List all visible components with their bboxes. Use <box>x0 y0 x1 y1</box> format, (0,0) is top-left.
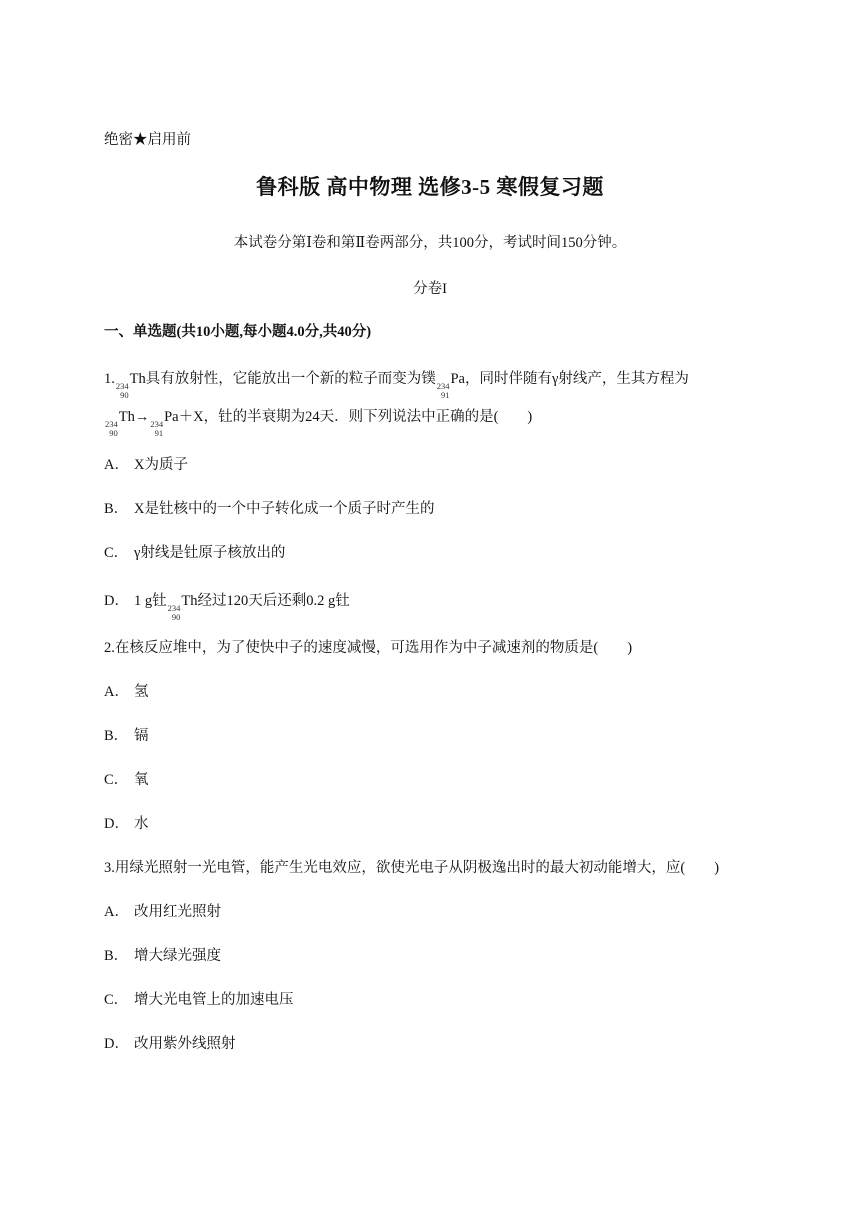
confidential-label: 绝密★启用前 <box>104 132 191 148</box>
question-2-option-a[interactable]: A． 氢 <box>104 684 149 700</box>
question-1-stem-line-2: 234 90 Th→ 234 91 Pa＋X，钍的半衰期为24天．则下列说法中正确的是( ) <box>105 409 533 438</box>
question-3-option-a[interactable]: A． 改用红光照射 <box>104 904 221 920</box>
document-title: 鲁科版 高中物理 选修3-5 寒假复习题 <box>256 175 604 199</box>
question-2-option-d[interactable]: D． 水 <box>104 816 149 832</box>
nuclide-th-notation: 234 90 <box>105 419 118 438</box>
question-1-option-d[interactable]: D． 1 g钍 234 90 Th经过120天后还剩0.2 g钍 <box>104 593 350 622</box>
question-2-option-b[interactable]: B． 镉 <box>104 728 149 744</box>
nuclide-pa-notation: 234 91 <box>150 419 164 438</box>
question-number: 1. <box>104 371 115 387</box>
question-3-option-d[interactable]: D． 改用紫外线照射 <box>104 1036 236 1052</box>
exam-intro: 本试卷分第Ⅰ卷和第Ⅱ卷两部分，共100分，考试时间150分钟。 <box>233 235 627 251</box>
question-1-option-a[interactable]: A． X为质子 <box>104 457 188 473</box>
part-label: 分卷I <box>413 281 447 297</box>
section-heading: 一、单选题(共10小题,每小题4.0分,共40分) <box>104 324 372 340</box>
question-3-option-b[interactable]: B． 增大绿光强度 <box>104 948 221 964</box>
question-3-stem: 3.用绿光照射一光电管，能产生光电效应，欲使光电子从阴极逸出时的最大初动能增大，应( ) <box>104 860 720 876</box>
nuclide-th-notation: 234 90 <box>167 603 181 622</box>
question-1-option-b[interactable]: B． X是钍核中的一个中子转化成一个质子时产生的 <box>104 501 435 517</box>
nuclide-pa-notation: 234 91 <box>436 381 450 400</box>
question-2-option-c[interactable]: C． 氧 <box>104 772 149 788</box>
question-1-option-c[interactable]: C． γ射线是钍原子核放出的 <box>104 545 286 561</box>
nuclide-th-notation: 234 90 <box>115 381 129 400</box>
question-1-stem-line-1: 1. 234 90 Th具有放射性，它能放出一个新的粒子而变为镤 234 91 Pa，同时伴随有γ射线产，生其方程为 <box>104 371 689 400</box>
question-2-stem: 2.在核反应堆中，为了使快中子的速度减慢，可选用作为中子减速剂的物质是( ) <box>104 640 633 656</box>
question-3-option-c[interactable]: C． 增大光电管上的加速电压 <box>104 992 294 1008</box>
